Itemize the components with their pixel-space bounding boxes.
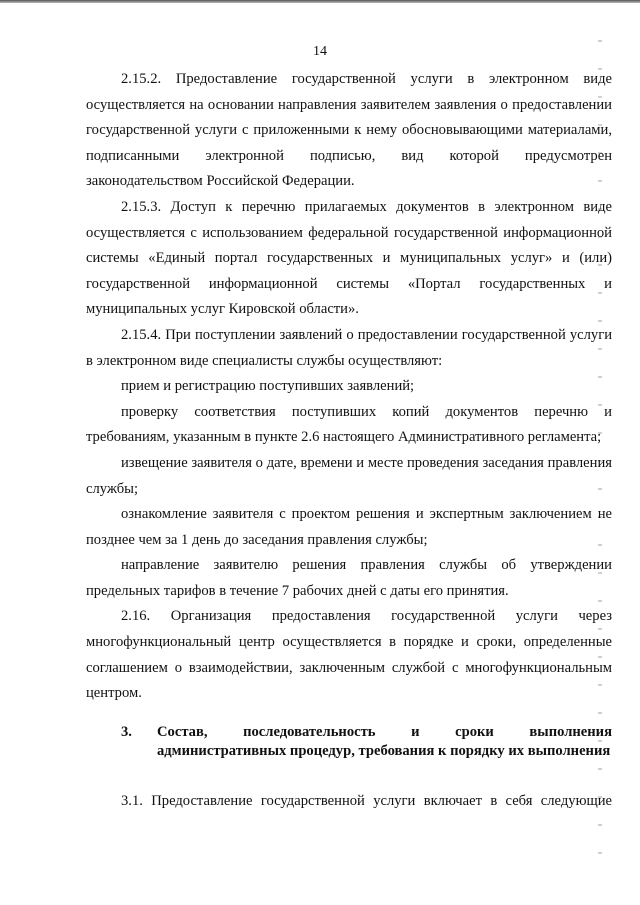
section-heading [86,723,612,761]
paragraph-2-15-2: 2.15.2. Предоставление государственной услуги в электронном виде осуществляется на основании направления заявителем заявления о предоставлении государственной услуги с приложенными к нему обосновывающими материалами, подписанными электронной подписью, вид которой предусмотрен законодательством Российской Федерации. [86,71,612,190]
paragraph-2-15-4: 2.15.4. При поступлении заявлений о предоставлении государственной услуги в электронном виде специалисты службы осуществляют: [86,326,612,369]
list-item-verification: проверку соответствия поступивших копий документов перечню и требованиям, указанным в пункте 2.6 настоящего Административного регламента; [86,403,612,446]
section-number: 3. [121,723,132,740]
scan-top-edge [0,0,640,3]
list-item-familiarization: ознакомление заявителя с проектом решения и экспертным заключением не позднее чем за 1 день до заседания правления службы; [86,506,612,548]
list-item-decision-sending: направление заявителю решения правления службы об утверждении предельных тарифов в течение 7 рабочих дней с даты его принятия. [86,557,612,599]
section-title: Состав, последовательность и сроки выполнения административных процедур, требования к порядку их выполнения [157,723,612,759]
paragraph-2-15-3: 2.15.3. Доступ к перечню прилагаемых документов в электронном виде осуществляется с использованием федеральной государственной информационной системы «Единый портал государственных и муниципальных услуг» и (или) государственной информационной системы «Портал государственных и муниципальных услуг Кировской области». [86,198,612,318]
paragraph-3-1: 3.1. Предоставление государственной услуги включает в себя следующие [121,792,612,809]
paragraph-2-16: 2.16. Организация предоставления государственной услуги через многофункциональный центр осуществляется в порядке и сроки, определенные соглашением о взаимодействии, заключенным службой с многофункциональным центром. [86,608,612,702]
document-body [86,67,612,814]
list-item-reception: прием и регистрацию поступивших заявлений; [121,378,415,395]
page-number: 14 [313,44,327,59]
list-item-notification: извещение заявителя о дате, времени и месте проведения заседания правления службы; [86,454,612,497]
